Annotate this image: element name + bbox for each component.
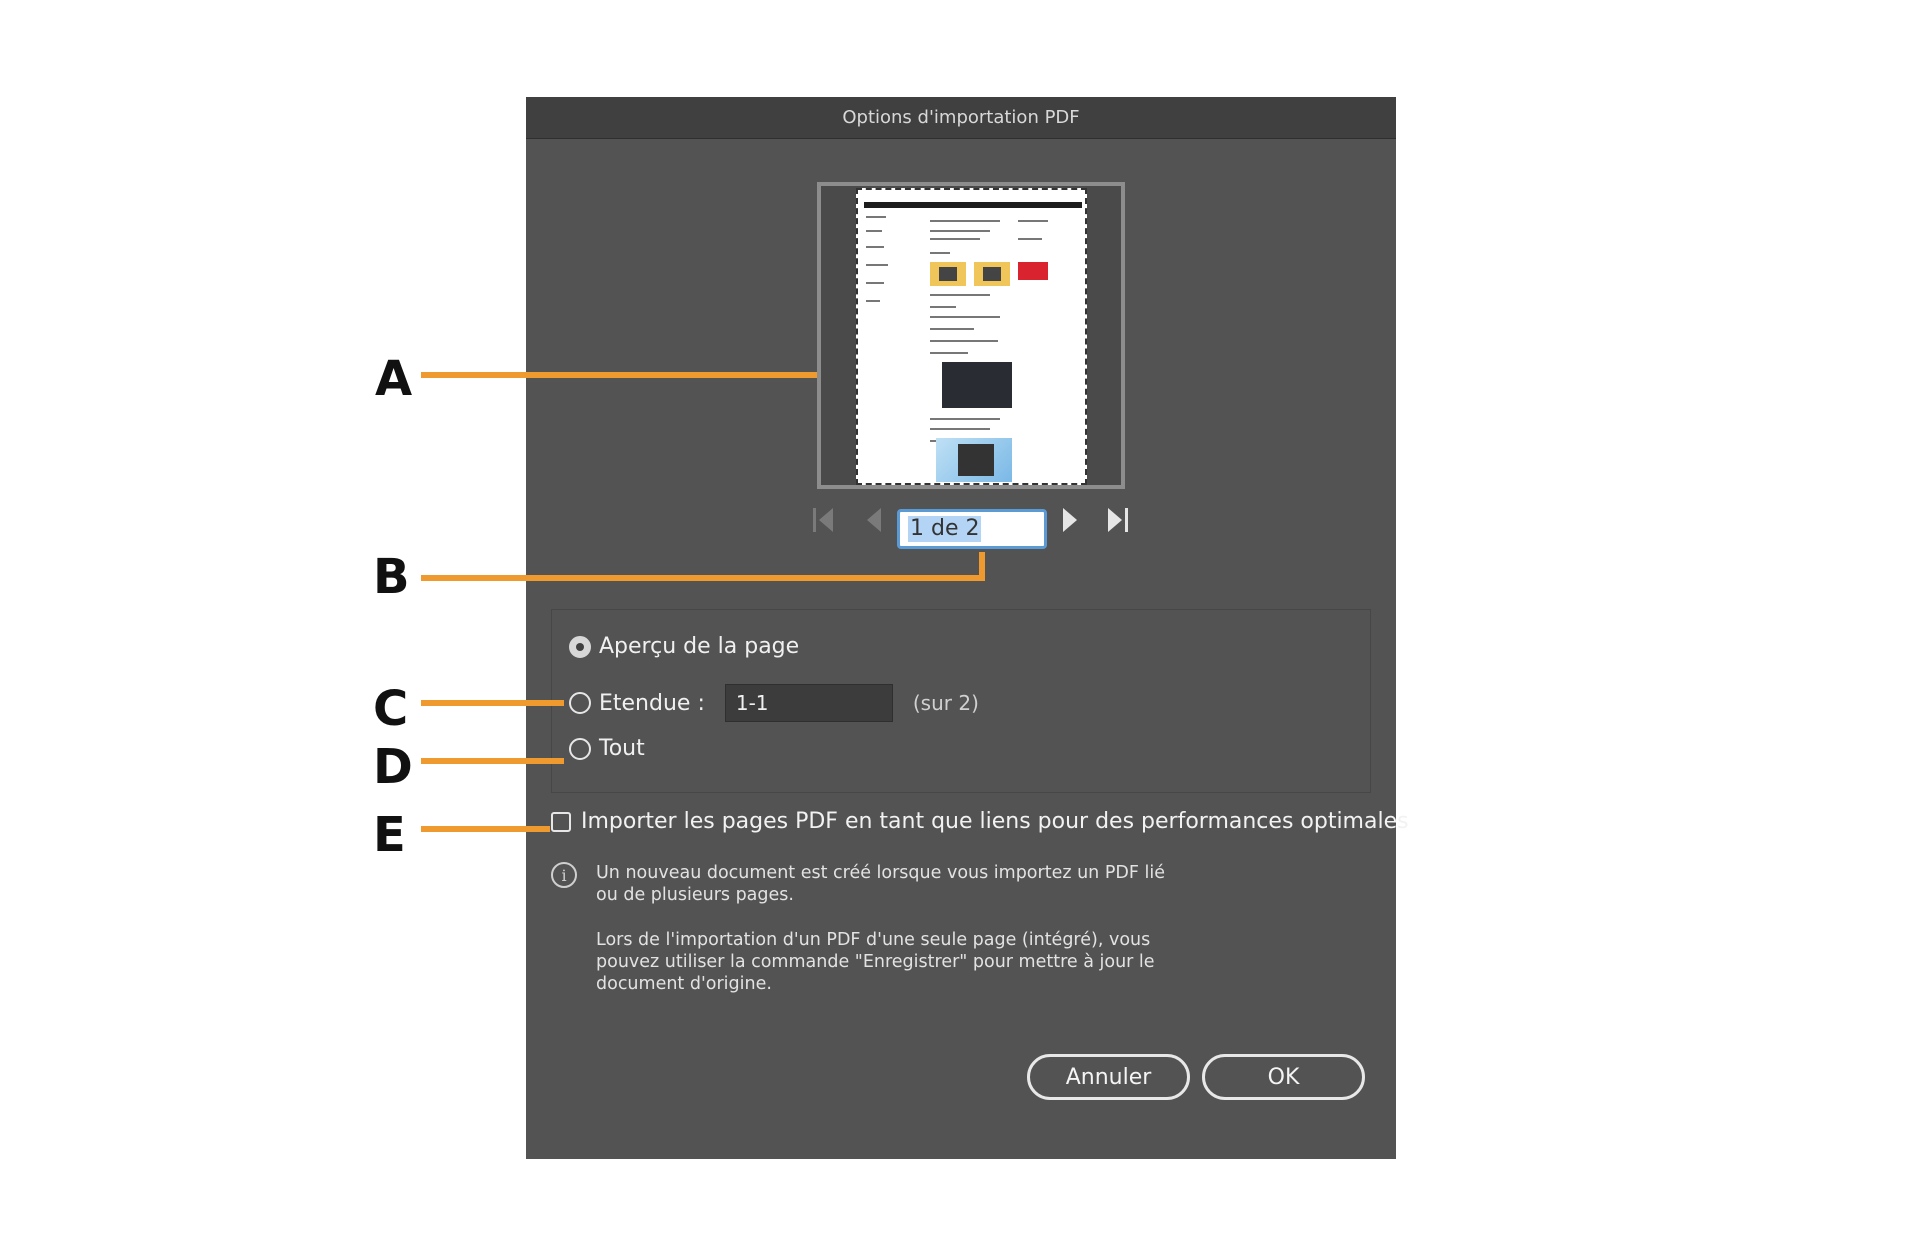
- range-input[interactable]: 1-1: [725, 684, 893, 722]
- callout-line-b-vertical: [979, 552, 985, 581]
- first-page-icon[interactable]: [808, 505, 838, 535]
- info-text-line-5: document d'origine.: [596, 974, 772, 994]
- preview-option-label: Aperçu de la page: [599, 634, 800, 659]
- last-page-icon[interactable]: [1103, 505, 1133, 535]
- previous-page-icon[interactable]: [860, 505, 890, 535]
- preview-option[interactable]: [569, 634, 799, 659]
- range-total-label: (sur 2): [912, 691, 979, 715]
- cancel-button[interactable]: Annuler: [1027, 1054, 1190, 1100]
- import-as-links-checkbox[interactable]: [551, 812, 571, 832]
- range-option[interactable]: [569, 684, 979, 722]
- preview-radio[interactable]: [569, 636, 591, 658]
- dialog-titlebar[interactable]: [526, 97, 1396, 139]
- info-text-line-3: Lors de l'importation d'un PDF d'une seule page (intégré), vous: [596, 930, 1151, 950]
- import-as-links-option[interactable]: [551, 809, 1409, 834]
- page-number-field[interactable]: [897, 509, 1047, 549]
- ok-button[interactable]: OK: [1202, 1054, 1365, 1100]
- callout-c: C: [373, 681, 409, 737]
- callout-d: D: [373, 739, 413, 795]
- callout-e: E: [373, 807, 406, 863]
- callout-b: B: [373, 549, 410, 605]
- range-option-label: Etendue :: [599, 690, 705, 716]
- import-as-links-label: Importer les pages PDF en tant que liens pour des performances optimales: [581, 809, 1409, 834]
- range-radio[interactable]: [569, 692, 591, 714]
- all-option[interactable]: [569, 736, 645, 761]
- all-radio[interactable]: [569, 738, 591, 760]
- next-page-icon[interactable]: [1054, 505, 1084, 535]
- all-option-label: Tout: [599, 736, 645, 761]
- page-thumbnail: [856, 188, 1087, 485]
- callout-line-b: [421, 575, 985, 581]
- info-icon: i: [551, 862, 577, 888]
- pages-options-group: [551, 609, 1371, 793]
- callout-line-a: [421, 372, 817, 378]
- page-number-value: 1 de 2: [910, 516, 980, 541]
- callout-line-d: [421, 758, 564, 764]
- callout-line-c: [421, 700, 564, 706]
- pdf-import-options-dialog: [526, 97, 1409, 1159]
- callout-line-e: [421, 826, 550, 832]
- info-text-line-2: ou de plusieurs pages.: [596, 885, 794, 905]
- page-preview: [817, 182, 1125, 489]
- info-text-line-4: pouvez utiliser la commande "Enregistrer" pour mettre à jour le: [596, 952, 1155, 972]
- callout-a: A: [375, 351, 413, 407]
- dialog-title: Options d'importation PDF: [842, 107, 1080, 128]
- info-text-line-1: Un nouveau document est créé lorsque vous importez un PDF lié: [596, 863, 1165, 883]
